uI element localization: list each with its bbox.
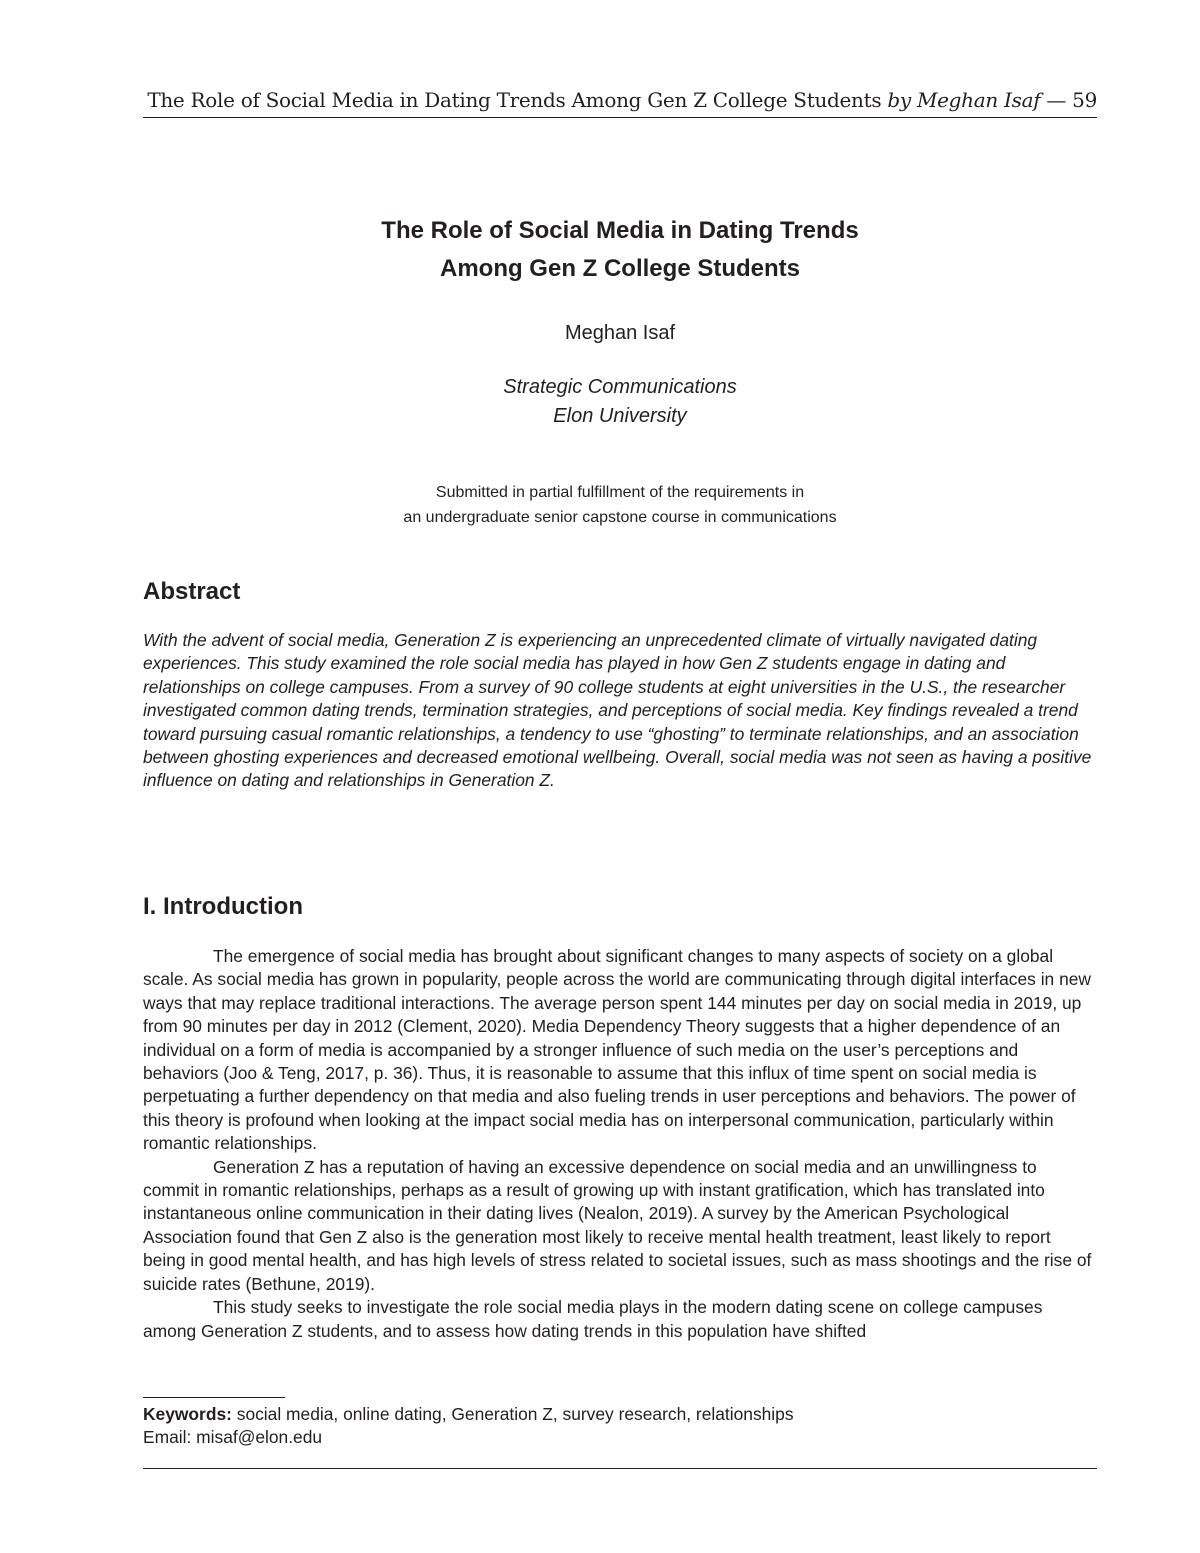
introduction-body [143, 945, 1097, 1343]
footer-rule [143, 1468, 1097, 1469]
paper-title [143, 212, 1097, 288]
title-block [143, 212, 1097, 530]
abstract-text: With the advent of social media, Generation Z is experiencing an unprecedented climate of virtually navigated dating experiences. This study examined the role social media has played in how Gen Z students engage in dating and relationships on college campuses. From a survey of 90 college students at eight universities in the U.S., the researcher investigated common dating trends, termination strategies, and perceptions of social media. Key findings revealed a trend toward pursuing casual romantic relationships, a tendency to use “ghosting” to terminate relationships, and an association between ghosting experiences and decreased emotional wellbeing. Overall, social media was not seen as having a positive influence on dating and relationships in Generation Z. [143, 630, 1092, 791]
body-paragraph: The emergence of social media has brought about significant changes to many aspects of society on a global scale. As social media has grown in popularity, people across the world are communicating through digital interfaces in new ways that may replace traditional interactions. The average person spent 144 minutes per day on social media in 2019, up from 90 minutes per day in 2012 (Clement, 2020). Media Dependency Theory suggests that a higher dependence of an individual on a form of media is accompanied by a stronger influence of such media on the user’s perceptions and behaviors (Joo & Teng, 2017, p. 36). Thus, it is reasonable to assume that this influx of time spent on social media is perpetuating a further dependency on that media and also fueling trends in user perceptions and behaviors. The power of this theory is profound when looking at the impact social media has on interpersonal communication, particularly within romantic relationships. [143, 946, 1091, 1154]
running-head [143, 86, 1097, 114]
header-rule [143, 117, 1097, 118]
running-head-title: The Role of Social Media in Dating Trends Among Gen Z College Students [147, 88, 882, 112]
author-name: Meghan Isaf [564, 322, 676, 344]
keywords-text: social media, online dating, Generation Z, survey research, relationships [236, 1404, 794, 1424]
introduction-heading: I. Introduction [143, 893, 303, 920]
submission-note-line: an undergraduate senior capstone course in communications [403, 509, 837, 526]
body-paragraph: Generation Z has a reputation of having an excessive dependence on social media and an unwillingness to commit in romantic relationships, perhaps as a result of growing up with instant gratification, which has translated into instantaneous online communication in their dating lives (Nealon, 2019). A survey by the American Psychological Association found that Gen Z also is the generation most likely to receive mental health treatment, least likely to report being in good mental health, and has high levels of stress related to societal issues, such as mass shootings and the rise of suicide rates (Bethune, 2019). [143, 1156, 1092, 1294]
submission-note [143, 480, 1097, 530]
page-number: — 59 [1046, 88, 1097, 112]
body-paragraph: This study seeks to investigate the role social media plays in the modern dating scene on college campuses among Generation Z students, and to assess how dating trends in this population have shifted [143, 1297, 1043, 1341]
running-head-byline: by Meghan Isaf [887, 88, 1041, 112]
keywords-line [143, 1403, 794, 1426]
footnote [143, 1403, 794, 1449]
title-line: The Role of Social Media in Dating Trends [381, 217, 859, 244]
affiliation [143, 373, 1097, 431]
email-line: Email: misaf@elon.edu [143, 1427, 323, 1447]
university: Elon University [553, 405, 687, 427]
keywords-label: Keywords: [143, 1404, 232, 1424]
footnote-rule [143, 1397, 285, 1398]
title-line: Among Gen Z College Students [439, 255, 800, 282]
abstract-heading: Abstract [143, 578, 241, 605]
submission-note-line: Submitted in partial fulfillment of the requirements in [435, 484, 805, 501]
department: Strategic Communications [503, 376, 737, 398]
